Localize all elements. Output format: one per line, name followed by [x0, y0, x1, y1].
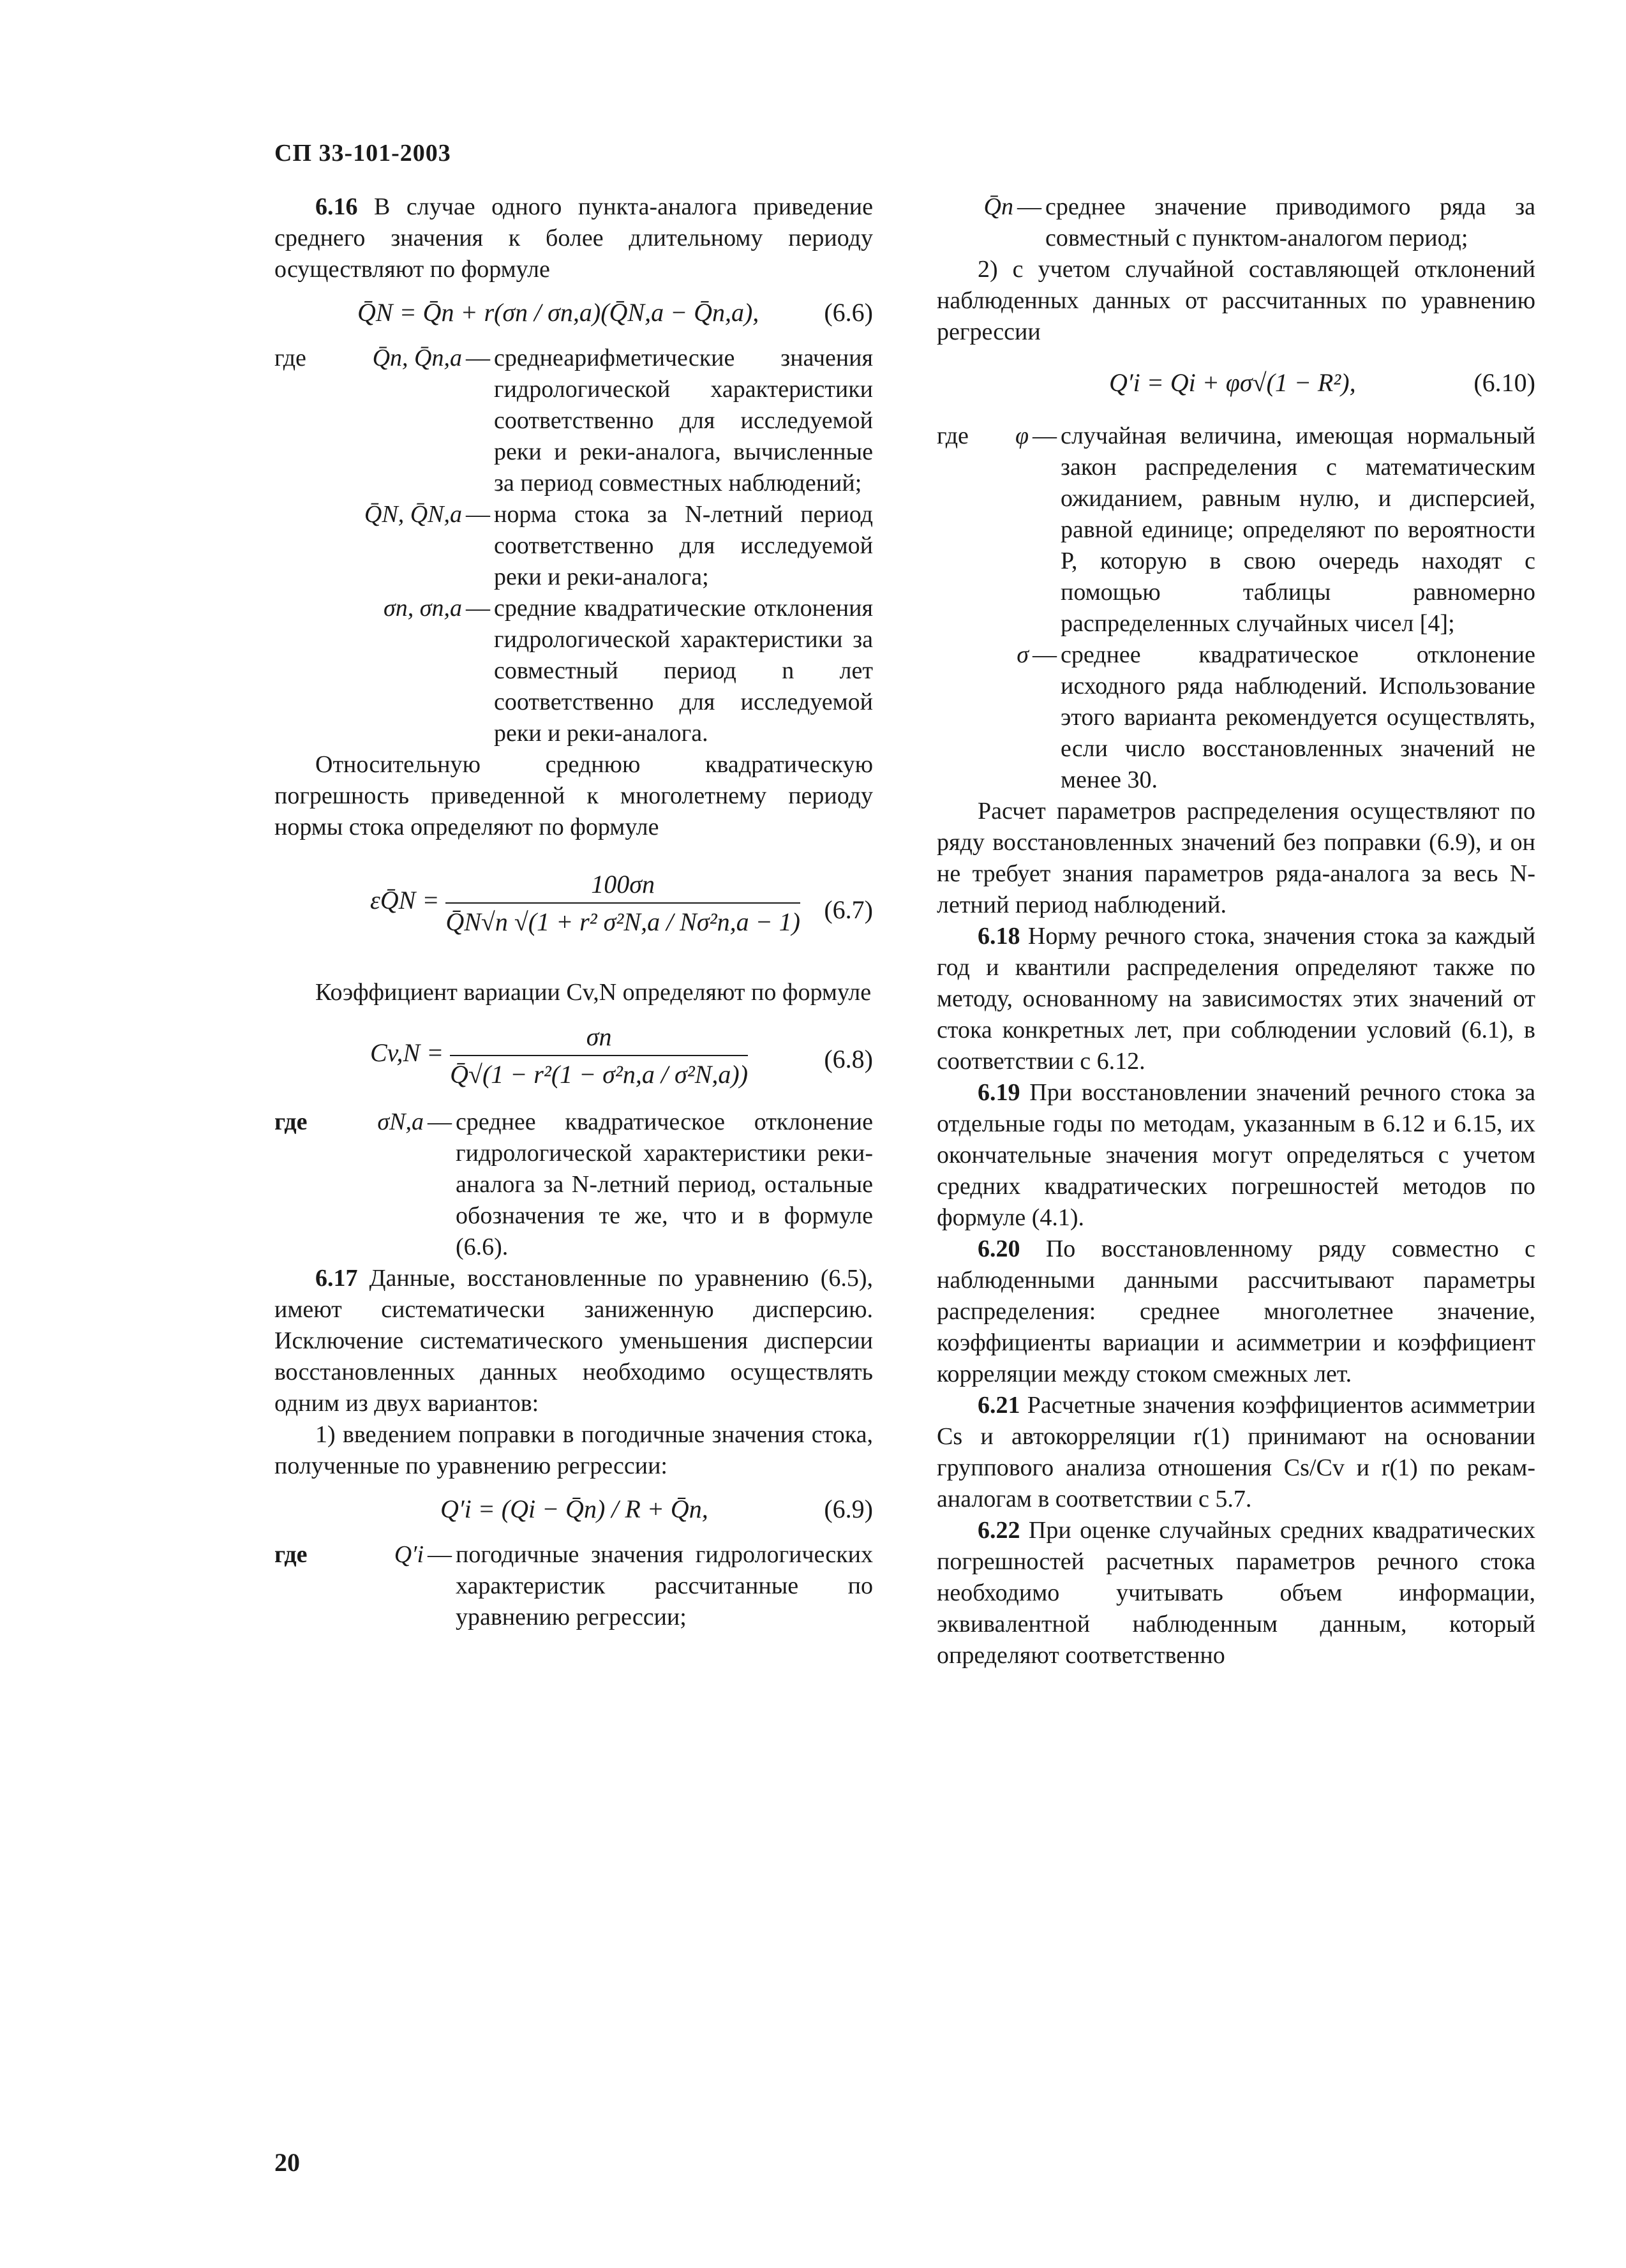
- clause-number: 6.19: [978, 1079, 1020, 1106]
- paragraph-text: Норму речного стока, значения стока за каждый год и квантили распределения определяют также по методу, основанному на зависимостях этих значений от стока конкретных лет, при соблюдении условий (6.1), в соответствии с 6.12.: [937, 923, 1535, 1075]
- definition-text: средние квадратические отклонения гидрологической характеристики за совместный период n лет соответственно для исследуемой реки и реки-аналога.: [494, 595, 873, 747]
- equation-number: (6.6): [824, 298, 873, 327]
- right-column: [937, 191, 1535, 1671]
- formula-expression: Q′i = (Qi − Q̄n) / R + Q̄n,: [440, 1495, 708, 1523]
- paragraph-text: По восстановленному ряду совместно с наблюденными данными рассчитывают параметры распределения: среднее многолетнее значение, коэффициенты вариации и асимметрии и коэффициент корреляции между стоком смежных лет.: [937, 1235, 1535, 1387]
- dash: —: [428, 1108, 452, 1135]
- paragraph-6-17-variant-2: 2) с учетом случайной составляющей отклонений наблюденных данных от рассчитанных по уравнению регрессии: [937, 256, 1535, 345]
- clause-number: 6.21: [978, 1392, 1020, 1419]
- definitions-6-9: [274, 1539, 873, 1633]
- fraction-numerator: 100σn: [445, 869, 800, 904]
- definition-item: [274, 1539, 873, 1633]
- formula-6-8: [274, 1008, 873, 1104]
- definitions-6-6: [274, 343, 873, 749]
- paragraph-calculation: Расчет параметров распределения осуществляют по ряду восстановленных значений без поправки (6.9), и он не требует знания параметров ряда-аналога за весь N-летний период наблюдений.: [937, 798, 1535, 918]
- definition-symbol: Q̄n, Q̄n,a: [372, 345, 462, 371]
- equation-number: (6.7): [824, 895, 873, 924]
- fraction: [445, 869, 800, 937]
- paragraph-6-21: [937, 1390, 1535, 1515]
- definition-text: погодичные значения гидрологических характеристик рассчитанные по уравнению регрессии;: [456, 1541, 873, 1630]
- formula-lhs: Cv,N =: [370, 1038, 444, 1068]
- paragraph-text: При оценке случайных средних квадратических погрешностей расчетных параметров речного стока необходимо учитывать объем информации, эквивалентной наблюденным данным, который определяют соответственно: [937, 1517, 1535, 1669]
- fraction-denominator: Q̄√(1 − r²(1 − σ²n,a / σ²N,a)): [450, 1060, 749, 1089]
- definition-text: среднее значение приводимого ряда за совместный с пунктом-аналогом период;: [1045, 193, 1535, 251]
- definition-item: [937, 421, 1535, 639]
- clause-number: 6.18: [978, 923, 1020, 950]
- definition-text: среднеарифметические значения гидрологической характеристики соответственно для исследуемой реки и реки-аналога, вычисленные за период совместных наблюдений;: [494, 345, 873, 496]
- paragraph-6-22: [937, 1515, 1535, 1671]
- paragraph-6-16: [274, 191, 873, 285]
- definition-symbol: Q′i: [394, 1541, 424, 1568]
- fraction-denominator: Q̄N√n √(1 + r² σ²N,a / Nσ²n,a − 1): [445, 907, 800, 936]
- definition-symbol: σn, σn,a: [384, 595, 462, 622]
- definition-text: норма стока за N-летний период соответственно для исследуемой реки и реки-аналога;: [494, 501, 873, 590]
- left-column: [274, 191, 873, 1633]
- definition-symbol: Q̄N, Q̄N,a: [364, 501, 462, 528]
- paragraph-6-17-variant-1: 1) введением поправки в погодичные значения стока, полученные по уравнению регрессии:: [274, 1421, 873, 1479]
- paragraph-6-18: [937, 921, 1535, 1077]
- definition-text: среднее квадратическое отклонение исходного ряда наблюдений. Использование этого варианта рекомендуется осуществлять, если число восстановленных значений не менее 30.: [1061, 641, 1535, 793]
- clause-number: 6.20: [978, 1235, 1020, 1262]
- formula-expression: Q̄N = Q̄n + r(σn / σn,a)(Q̄N,a − Q̄n,a),: [357, 298, 759, 327]
- paragraph-cv: Коэффициент вариации Cv,N определяют по формуле: [315, 979, 872, 1006]
- dash: —: [1017, 193, 1041, 220]
- where-label: где: [274, 1108, 308, 1135]
- paragraph-6-20: [937, 1234, 1535, 1390]
- clause-number: 6.17: [315, 1265, 358, 1292]
- paragraph-relative-error: Относительную среднюю квадратическую погрешность приведенной к многолетнему периоду нормы стока определяют по формуле: [274, 751, 873, 840]
- formula-6-9: [274, 1482, 873, 1537]
- dash: —: [466, 345, 490, 371]
- definition-item: [274, 1107, 873, 1263]
- dash: —: [1033, 641, 1057, 668]
- where-label: где: [937, 422, 969, 449]
- definition-symbol: σN,a: [377, 1108, 424, 1135]
- where-label: где: [274, 345, 306, 371]
- dash: —: [1033, 422, 1057, 449]
- equation-number: (6.10): [1473, 368, 1535, 397]
- dash: —: [466, 595, 490, 622]
- definition-symbol: Q̄n: [983, 193, 1013, 220]
- paragraph-text: При восстановлении значений речного стока за отдельные годы по методам, указанным в 6.12 и 6.15, их окончательные значения могут определяться с учетом средних квадратических погрешностей методов по формуле (4.1).: [937, 1079, 1536, 1231]
- definition-item: [274, 343, 873, 499]
- paragraph-6-17: [274, 1263, 873, 1419]
- definition-symbol: σ: [1017, 641, 1029, 668]
- fraction: [450, 1021, 748, 1090]
- paragraph-text: Расчетные значения коэффициентов асимметрии Cs и автокорреляции r(1) принимают на основании группового анализа отношения Cs/Cv и r(1) по рекам-аналогам в соответствии с 5.7.: [937, 1392, 1535, 1512]
- formula-lhs: εQ̄N =: [370, 886, 440, 915]
- formula-6-10: [937, 348, 1535, 418]
- formula-6-6: [274, 285, 873, 340]
- definition-item: [937, 191, 1535, 254]
- definition-item: [937, 639, 1535, 796]
- formula-6-7: [274, 843, 873, 977]
- definitions-continued: [937, 191, 1535, 254]
- dash: —: [466, 501, 490, 528]
- paragraph-text: Данные, восстановленные по уравнению (6.5), имеют систематически заниженную дисперсию. Исключение систематического уменьшения дисперсии восстановленных данных необходимо осуществлять одним из двух вариантов:: [274, 1265, 874, 1417]
- definition-item: [274, 593, 873, 749]
- definition-symbol: φ: [1015, 422, 1029, 449]
- clause-number: 6.22: [978, 1517, 1020, 1544]
- clause-number: 6.16: [315, 193, 358, 220]
- formula-expression: Q′i = Qi + φσ√(1 − R²),: [1109, 368, 1356, 397]
- fraction-numerator: σn: [450, 1021, 748, 1056]
- dash: —: [428, 1541, 452, 1568]
- equation-number: (6.8): [824, 1045, 873, 1073]
- where-label: где: [274, 1541, 308, 1568]
- definition-text: среднее квадратическое отклонение гидрологической характеристики реки-аналога за N-летний период, остальные обозначения те же, что и в формуле (6.6).: [456, 1108, 873, 1260]
- definitions-6-8: [274, 1107, 873, 1263]
- paragraph-6-19: [937, 1077, 1535, 1234]
- document-header: СП 33-101-2003: [274, 140, 451, 167]
- paragraph-text: В случае одного пункта-аналога приведение среднего значения к более длительному периоду осуществляют по формуле: [274, 193, 873, 283]
- equation-number: (6.9): [824, 1495, 873, 1523]
- definitions-6-10: [937, 421, 1535, 796]
- page-number: 20: [274, 2148, 300, 2177]
- definition-item: [274, 499, 873, 593]
- definition-text: случайная величина, имеющая нормальный закон распределения с математическим ожиданием, равным нулю, и дисперсией, равной единице; определяют по вероятности P, которую в свою очередь находят с помощью таблицы равномерно распределенных случайных чисел [4];: [1061, 422, 1535, 637]
